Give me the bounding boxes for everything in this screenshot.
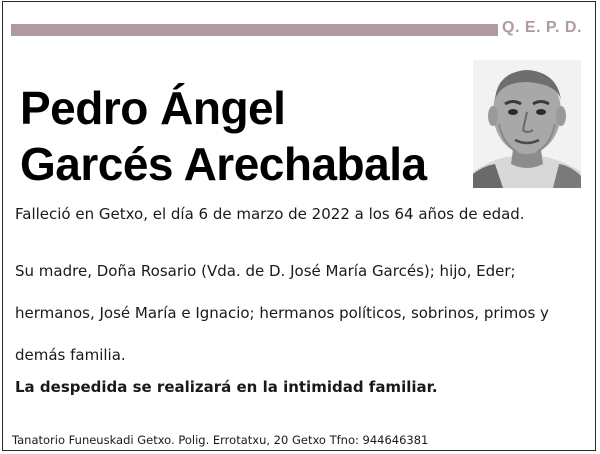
qepd-label: Q. E. P. D. [502, 19, 582, 36]
name-line-2: Garcés Arechabala [20, 138, 427, 190]
portrait-photo [473, 60, 581, 188]
family-list: Su madre, Doña Rosario (Vda. de D. José María Garcés); hijo, Eder; hermanos, José María e Ignacio; hermanos políticos, sobrinos, primos y demás familia. [15, 262, 549, 364]
death-notice: Falleció en Getxo, el día 6 de marzo de 2022 a los 64 años de edad. [15, 205, 525, 223]
portrait-photo-icon [473, 60, 581, 188]
name-line-1: Pedro Ángel [20, 82, 286, 134]
header-bar [11, 24, 498, 36]
deceased-name [20, 80, 427, 192]
funeral-home-info: Tanatorio Funeuskadi Getxo. Polig. Errotatxu, 20 Getxo Tfno: 944646381 [12, 433, 429, 447]
farewell-notice: La despedida se realizará en la intimidad familiar. [15, 378, 438, 396]
